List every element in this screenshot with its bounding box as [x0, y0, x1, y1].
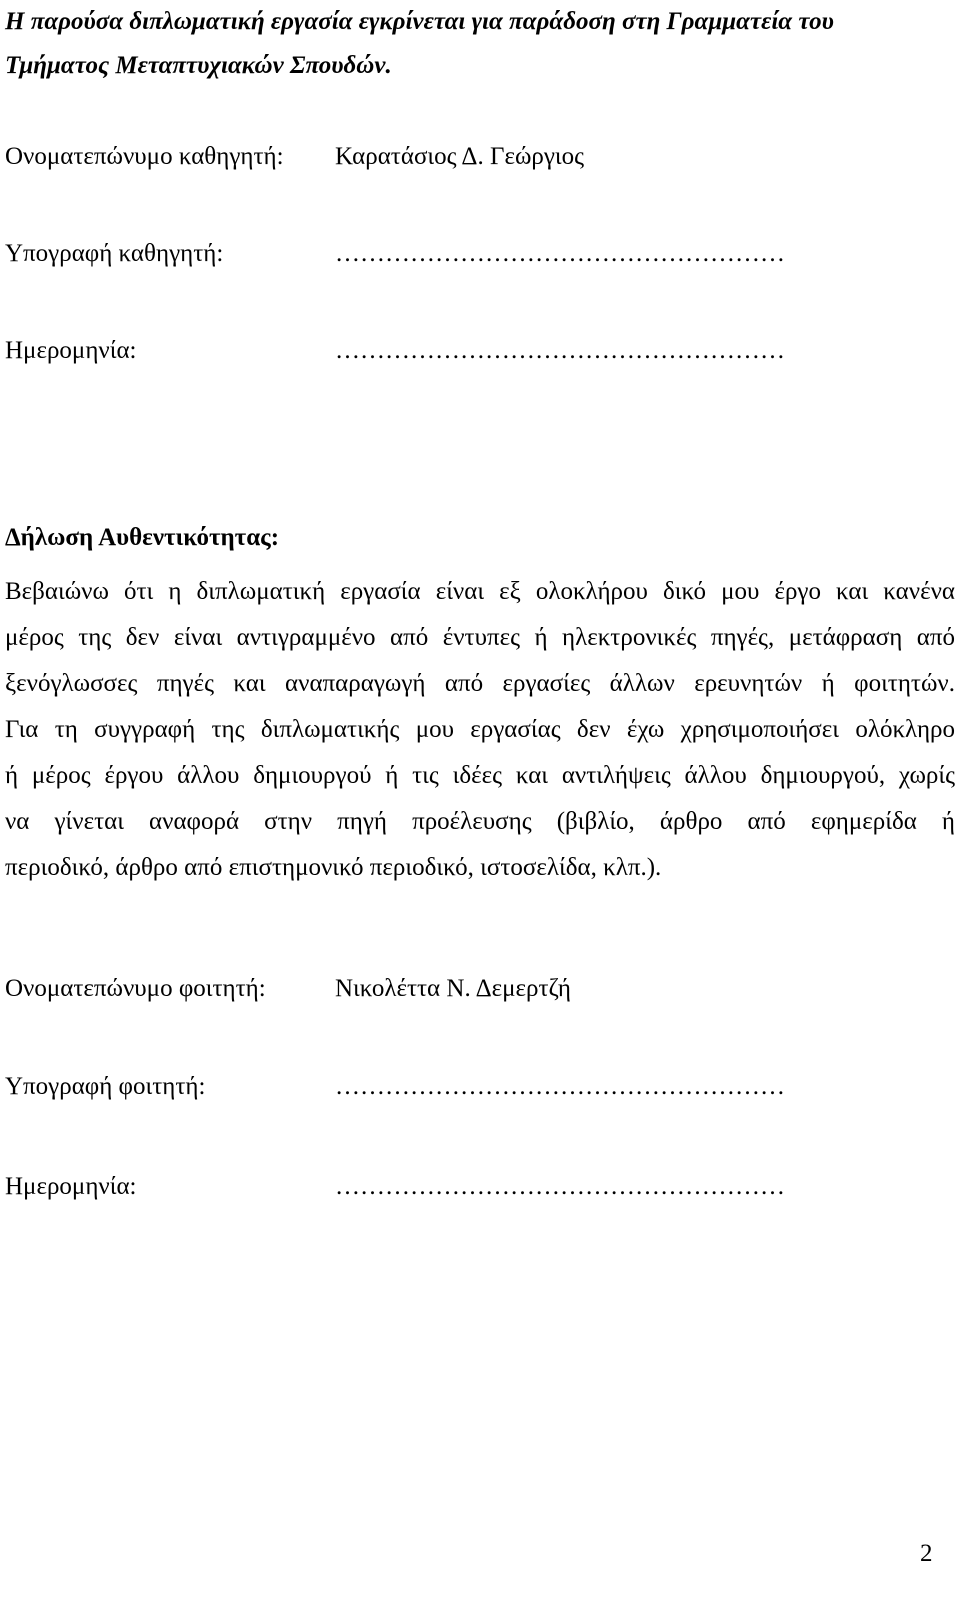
student-name-value: Νικολέττα Ν. Δεμερτζή — [335, 975, 572, 1002]
supervisor-date-line: ……………………………………………… — [335, 337, 785, 364]
supervisor-date-label: Ημερομηνία: — [5, 337, 137, 364]
declaration-line: Βεβαιώνω ότι η διπλωματική εργασία είναι εξ ολοκλήρου δικό μου έργο και κανένα — [5, 578, 955, 605]
declaration-line: περιοδικό, άρθρο από επιστημονικό περιοδικό, ιστοσελίδα, κλπ.). — [5, 854, 662, 881]
student-signature-label: Υπογραφή φοιτητή: — [5, 1073, 206, 1100]
student-signature-line: ……………………………………………… — [335, 1073, 785, 1100]
page-number: 2 — [920, 1540, 933, 1567]
declaration-body — [5, 577, 955, 899]
supervisor-signature-line: ……………………………………………… — [335, 240, 785, 267]
declaration-line: ξενόγλωσσες πηγές και αναπαραγωγή από εργασίες άλλων ερευνητών ή φοιτητών. — [5, 670, 955, 697]
declaration-line: μέρος της δεν είναι αντιγραμμένο από έντυπες ή ηλεκτρονικές πηγές, μετάφραση από — [5, 624, 955, 651]
supervisor-name-value: Καρατάσιος Δ. Γεώργιος — [335, 143, 585, 170]
supervisor-name-label: Ονοματεπώνυμο καθηγητή: — [5, 143, 284, 170]
approval-line-1: Η παρούσα διπλωματική εργασία εγκρίνεται για παράδοση στη Γραμματεία του — [5, 8, 834, 35]
student-date-line: ……………………………………………… — [335, 1173, 785, 1200]
declaration-heading: Δήλωση Αυθεντικότητας: — [5, 524, 280, 551]
approval-statement — [5, 0, 955, 88]
student-date-label: Ημερομηνία: — [5, 1173, 137, 1200]
student-name-label: Ονοματεπώνυμο φοιτητή: — [5, 975, 266, 1002]
declaration-line: να γίνεται αναφορά στην πηγή προέλευσης (βιβλίο, άρθρο από εφημερίδα ή — [5, 808, 955, 835]
declaration-line: Για τη συγγραφή της διπλωματικής μου εργασίας δεν έχω χρησιμοποιήσει ολόκληρο — [5, 716, 955, 743]
declaration-line: ή μέρος έργου άλλου δημιουργού ή τις ιδέες και αντιλήψεις άλλου δημιουργού, χωρίς — [5, 762, 955, 789]
approval-line-2: Τμήματος Μεταπτυχιακών Σπουδών. — [5, 52, 392, 79]
supervisor-signature-label: Υπογραφή καθηγητή: — [5, 240, 224, 267]
